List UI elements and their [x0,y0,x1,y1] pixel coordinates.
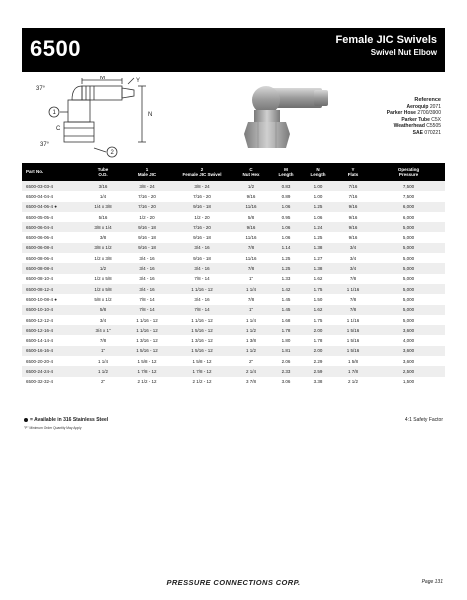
table-cell: 9/16 [348,235,358,241]
elbow-dimension-diagram [30,76,190,158]
table-cell: 3/8 - 24 [139,183,155,189]
table-cell: 1.80 [281,338,291,344]
table-cell: 5/8 [247,214,255,220]
table-cell: 3.06 [281,379,291,385]
table-cell: 1" [248,276,254,282]
elbow-block [68,100,90,122]
table-row [22,274,445,284]
table-cell: 1 7/8 [347,368,358,374]
table-cell: 2" [100,379,106,385]
table-cell: 9/16 - 18 [193,255,211,261]
table-row [22,263,445,273]
reference-line: SAE 070221 [412,129,441,136]
availability-note: = Available in 316 Stainless Steel [24,417,108,423]
part-number-cell: 6500-08-06-4 [26,255,54,261]
angle-bottom-label: 37° [40,142,50,148]
table-cell: 11/16 [245,235,257,241]
table-cell: 1 1/16 [346,317,360,323]
table-cell: 3/4 [349,266,357,272]
table-cell: 1.75 [313,317,323,323]
table-cell: 1,500 [402,379,415,385]
table-cell: 1.50 [313,296,323,302]
table-cell: 3/4 x 1" [95,327,111,333]
table-cell: 1 3/16 - 12 [191,338,213,344]
table-row [22,243,445,253]
male-arm-outline [82,86,122,100]
table-cell: 2.00 [313,348,323,354]
table-cell: 5,000 [402,245,415,251]
table-cell: 7/8 [349,296,357,302]
table-cell: 2.00 [313,327,323,333]
table-cell: 2.06 [281,358,291,364]
part-number-cell: 6500-08-08-4 [26,266,54,272]
table-cell: 6,000 [402,214,415,220]
leader-y [128,78,134,84]
callout-1-label: 1 [52,110,56,117]
table-cell: 1.78 [313,338,323,344]
table-cell: 1 3/16 - 12 [136,338,158,344]
table-cell: 1.00 [313,193,323,199]
table-cell: 2.59 [313,368,323,374]
table-row [22,377,445,387]
table-row [22,305,445,315]
company-name: PRESSURE CONNECTIONS CORP. [166,578,301,587]
table-cell: 1.62 [313,307,323,313]
table-cell: 2 1/2 - 12 [137,379,157,385]
column-header: 2 Female JIC Swivel [182,166,222,177]
table-cell: 1 3/8 [245,338,256,344]
table-cell: 9/16 [348,204,358,210]
table-row [22,335,445,345]
table-row [22,212,445,222]
product-photo [228,82,338,154]
table-cell: 3/4 [349,245,357,251]
table-row [22,325,445,335]
table-cell: 1.81 [281,348,291,354]
table-cell: 1/2 - 20 [194,214,210,220]
table-cell: 1.06 [281,235,291,241]
table-cell: 7/16 - 20 [193,193,211,199]
part-number-cell: 6500-05-05-4 [26,214,54,220]
table-cell: 1.00 [313,183,323,189]
table-cell: 11/16 [245,255,257,261]
table-cell: 1.62 [313,276,323,282]
table-cell: 1 5/16 [346,327,360,333]
photo-elbow [252,86,280,114]
angle-top-label: 37° [36,86,46,92]
table-cell: 1.45 [281,307,291,313]
column-header: Part No. [26,169,44,175]
table-cell: 7/8 [247,245,255,251]
table-cell: 1/2 [247,183,255,189]
table-cell: 1.25 [281,266,291,272]
table-cell: 9/16 - 18 [138,245,156,251]
table-cell: 9/16 - 18 [193,235,211,241]
table-cell: 5,000 [402,286,415,292]
specification-table [22,163,445,387]
table-cell: 1.38 [313,266,323,272]
table-cell: 1.33 [281,276,291,282]
table-cell: 1.27 [313,255,323,261]
table-cell: 1.25 [281,255,291,261]
table-row [22,191,445,201]
table-cell: 1 5/8 - 12 [192,358,212,364]
table-row [22,346,445,356]
table-row [22,202,445,212]
table-cell: 2 1/2 - 12 [192,379,212,385]
part-number-cell: 6500-14-14-4 [26,338,54,344]
part-number-cell: 6500-03-03-4 [26,183,54,189]
table-header-row [22,163,445,181]
table-row [22,181,445,191]
reference-line: Parker Hose 2700/3900 [386,110,441,117]
table-cell: 1.06 [281,224,291,230]
table-cell: 1.78 [281,327,291,333]
table-cell: 7/16 [348,193,358,199]
table-cell: 9/16 - 18 [138,224,156,230]
table-cell: 3,600 [402,348,415,354]
table-cell: 3.38 [313,379,323,385]
table-cell: 5/16 [98,214,108,220]
table-row [22,366,445,376]
table-cell: 5,000 [402,224,415,230]
reference-heading: Reference [414,97,441,103]
part-number-cell: 6500-06-08-4 [26,245,54,251]
table-cell: 1.45 [281,296,291,302]
table-cell: 1/4 x 3/8 [94,204,112,210]
table-cell: 1.06 [281,204,291,210]
table-cell: 9/16 [246,224,256,230]
page-number: Page 131 [421,579,443,585]
swivel-nut [64,122,94,142]
table-cell: 2 1/2 [347,379,358,385]
part-number-cell: 6500-08-10-4 [26,276,54,282]
table-cell: 7/8 [99,338,107,344]
table-cell: 9/16 [348,224,358,230]
table-cell: 1/2 x 3/8 [94,255,112,261]
table-cell: 5,000 [402,276,415,282]
photo-hex-nut [244,122,290,148]
table-cell: 3/4 - 16 [139,266,155,272]
table-cell: 1/2 [99,266,107,272]
dim-n-label: N [148,112,153,118]
table-cell: 1 1/16 - 12 [191,286,213,292]
table-row [22,232,445,242]
table-cell: 6,000 [402,204,415,210]
table-cell: 1.25 [313,204,323,210]
part-number-cell: 6500-32-32-4 [26,379,54,385]
table-cell: 2.29 [313,358,323,364]
part-number-cell: 6500-06-04-4 [26,224,54,230]
table-cell: 1/2 x 5/8 [94,286,112,292]
table-cell: 7/8 - 14 [194,276,210,282]
table-cell: 7,500 [402,183,415,189]
callout-2-label: 2 [110,150,114,157]
table-cell: 7/8 [247,266,255,272]
table-cell: 1 5/16 - 12 [191,348,213,354]
table-cell: 1 1/4 [245,317,256,323]
table-cell: 3/8 x 1/2 [94,245,112,251]
table-cell: 1.24 [313,224,323,230]
table-cell: 1 7/8 - 12 [137,368,157,374]
table-cell: 2" [248,358,254,364]
table-cell: 3/4 - 16 [194,245,210,251]
part-number-cell: 6500-12-12-4 [26,317,54,323]
table-cell: 7/8 - 14 [194,307,210,313]
column-header: Tube O.D. [97,166,109,177]
table-cell: 7/16 - 20 [193,224,211,230]
column-header: Operating Pressure [397,166,420,177]
table-row [22,294,445,304]
table-cell: 3 7/8 [245,379,256,385]
table-row [22,356,445,366]
table-cell: 1.06 [313,214,323,220]
table-cell: 3/4 - 16 [139,276,155,282]
part-code: 6500 [30,36,81,61]
table-cell: 9/16 - 18 [138,235,156,241]
part-number-cell: 6500-04-04-4 [26,193,54,199]
table-row [22,222,445,232]
table-cell: 2.33 [281,368,291,374]
page-title: Female JIC Swivels [335,34,437,46]
table-cell: 1/2 - 20 [139,214,155,220]
table-cell: 0.83 [281,183,291,189]
table-cell: 5/8 x 1/2 [94,296,112,302]
table-cell: 3/4 [349,255,357,261]
table-cell: 1 5/16 [346,338,360,344]
part-number-cell: 6500-12-16-4 [26,327,54,333]
stainless-marker-icon [24,418,28,422]
table-cell: 7/16 [348,183,358,189]
table-cell: 3/8 - 24 [194,183,210,189]
table-cell: 1.25 [313,235,323,241]
reference-block [387,97,441,137]
table-cell: 3,600 [402,327,415,333]
table-cell: 3/4 - 16 [139,286,155,292]
table-cell: 3/4 [99,317,107,323]
table-cell: 5,000 [402,266,415,272]
column-header: Y Flats [347,166,359,177]
part-number-cell: 6500-08-12-4 [26,286,54,292]
table-row [22,284,445,294]
table-cell: 3/16 [98,183,108,189]
min-order-note: "P" Minimum Order Quantity May Apply [24,426,82,430]
table-cell: 1 5/8 [347,358,358,364]
table-cell: 7/8 [247,296,255,302]
elbow-body [72,86,82,100]
part-number-cell: 6500-20-20-4 [26,358,54,364]
table-cell: 1" [100,348,106,354]
table-cell: 1.14 [281,245,291,251]
table-cell: 1 1/2 [245,327,256,333]
title-block [336,34,438,59]
table-cell: 1 1/16 - 12 [136,317,158,323]
table-cell: 11/16 [245,204,257,210]
table-cell: 1 1/2 [245,348,256,354]
table-cell: 0.95 [281,214,291,220]
reference-line: Parker Tube C5X [401,116,441,123]
table-cell: 1.68 [281,317,291,323]
table-cell: 5,000 [402,255,415,261]
table-cell: 1.38 [313,245,323,251]
table-cell: 7/8 [349,307,357,313]
table-cell: 2,500 [402,368,415,374]
table-cell: 1" [248,307,254,313]
dim-y-label: Y [136,78,141,84]
male-thread-tip [122,88,134,98]
table-cell: 7,500 [402,193,415,199]
table-cell: 3/8 [99,235,107,241]
column-header: C Nut Hex [242,166,260,177]
table-cell: 3/8 x 1/4 [94,224,112,230]
table-cell: 1.75 [313,286,323,292]
table-cell: 1 1/4 [245,286,256,292]
table-cell: 5,000 [402,317,415,323]
column-header: M Length [278,166,294,177]
table-cell: 1 7/8 - 12 [192,368,212,374]
table-cell: 1/2 x 5/8 [94,276,112,282]
reference-line: Weatherhead C5505 [393,123,441,130]
table-cell: 0.89 [281,193,291,199]
table-cell: 5,000 [402,307,415,313]
safety-factor-note: 4:1 Safety Factor [404,417,443,423]
table-cell: 2 1/4 [245,368,256,374]
table-cell: 7/16 - 20 [138,193,156,199]
column-header: N Length [310,166,326,177]
table-cell: 1 5/16 [346,348,360,354]
table-cell: 1 1/4 [97,358,108,364]
table-cell: 3/4 - 16 [194,296,210,302]
part-number-cell: 6500-16-16-4 [26,348,54,354]
table-cell: 1.42 [281,286,291,292]
part-number-cell: 6500-04-06-4 ● [26,204,57,210]
table-cell: 1 1/2 [97,368,108,374]
table-cell: 1 1/16 - 12 [136,327,158,333]
table-cell: 5,000 [402,235,415,241]
table-cell: 9/16 - 18 [193,204,211,210]
dim-c-label: C [56,126,61,132]
header-bar [22,28,445,72]
table-cell: 9/16 [348,214,358,220]
leader-2 [94,148,106,152]
table-row [22,253,445,263]
reference-line: Aeroquip 2071 [406,103,441,110]
part-number-cell: 6500-10-10-4 [26,307,54,313]
table-cell: 9/16 [246,193,256,199]
table-cell: 7/16 - 20 [138,204,156,210]
table-cell: 5/8 [99,307,107,313]
table-cell: 4,000 [402,338,415,344]
table-cell: 1/4 [99,193,107,199]
page-subtitle: Swivel Nut Elbow [370,48,437,57]
part-number-cell: 6500-24-24-4 [26,368,54,374]
table-cell: 1 1/16 [346,286,360,292]
table-cell: 3/4 - 16 [194,266,210,272]
table-row [22,315,445,325]
table-cell: 7/8 - 14 [139,296,155,302]
table-cell: 7/8 - 14 [139,307,155,313]
part-number-cell: 6500-10-08-4 ● [26,296,57,302]
table-cell: 1 5/16 - 12 [136,348,158,354]
dim-m-label: M [100,76,105,81]
table-cell: 1 5/16 - 12 [191,327,213,333]
table-cell: 1 1/16 - 12 [191,317,213,323]
part-number-cell: 6500-06-06-4 [26,235,54,241]
table-cell: 7/8 [349,276,357,282]
table-cell: 3,600 [402,358,415,364]
table-cell: 5,000 [402,296,415,302]
table-cell: 1 5/8 - 12 [137,358,157,364]
column-header: 1 Male JIC [137,166,157,177]
table-cell: 3/4 - 16 [139,255,155,261]
